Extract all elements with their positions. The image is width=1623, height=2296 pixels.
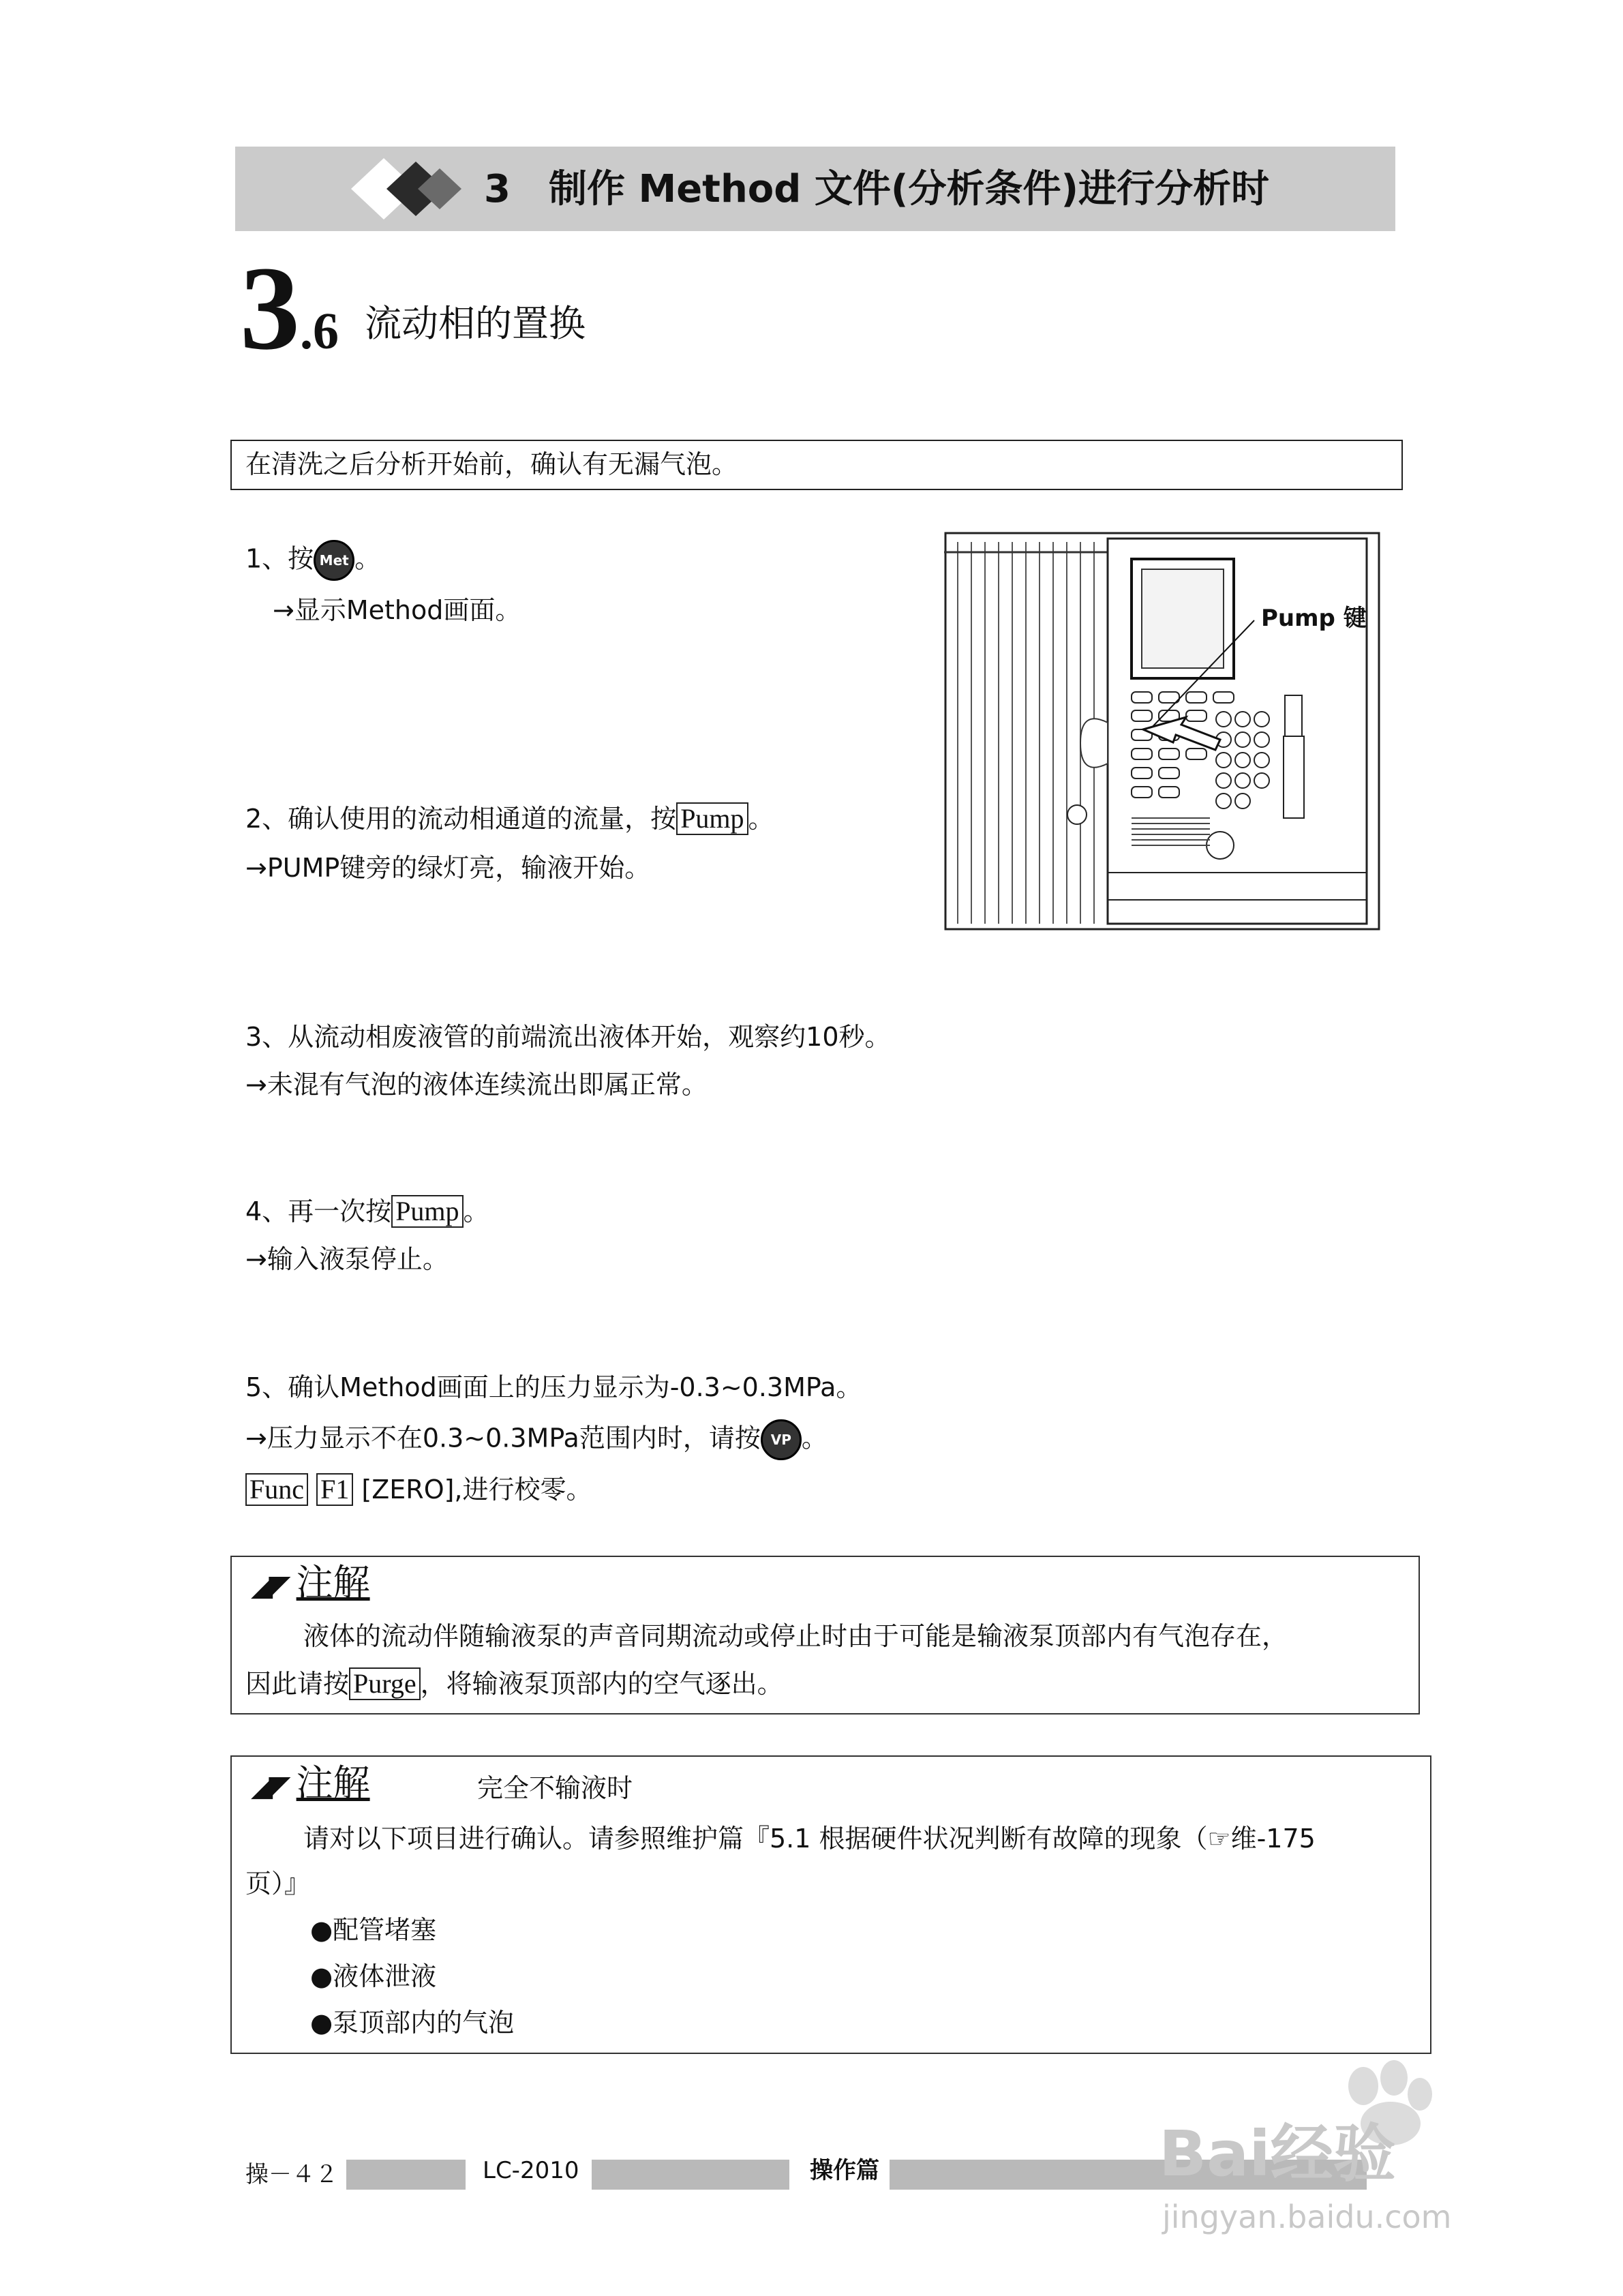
vp-key-icon: VP [761,1419,802,1460]
note-1-line-2: 因此请按 Purge ，将输液泵顶部内的空气逐出。 [245,1668,783,1699]
diamond-arrows-icon [344,151,474,226]
pump-key-callout: Pump 键 [1261,605,1367,632]
watermark-url: jingyan.baidu.com [1162,2199,1452,2235]
step-4-result: →输入液泵停止。 [245,1244,449,1274]
intro-text: 在清洗之后分析开始前，确认有无漏气泡。 [245,449,738,479]
watermark-brand: Bai经验 [1159,2117,1396,2190]
step-2-result: →PUMP键旁的绿灯亮，输液开始。 [245,853,651,883]
instrument-panel-figure [944,532,1380,931]
step-2: 2、确认使用的流动相通道的流量，按 Pump 。 [245,803,774,834]
section-title: 流动相的置换 [365,302,586,345]
note-1-title: ◢◤ 注解 [251,1562,370,1606]
footer-bar [592,2160,789,2190]
met-key-icon: Met [314,540,354,581]
footer-page-number: 操－４２ [245,2161,338,2188]
footer-bar [346,2160,466,2190]
section-number: 3.6 [240,242,339,375]
step-1-result: →显示Method画面。 [273,595,521,625]
note-2-subtitle: 完全不输液时 [477,1773,633,1803]
note-2-title: ◢◤ 注解 [251,1763,370,1807]
note-triangle-icon: ◢◤ [251,1569,287,1602]
pump-key: Pump [391,1195,463,1228]
note-2-item: ●液体泄液 [310,1961,437,1991]
note-triangle-icon: ◢◤ [251,1769,287,1802]
note-2-item: ●配管堵塞 [310,1915,437,1945]
purge-key: Purge [349,1667,421,1700]
step-3: 3、从流动相废液管的前端流出液体开始，观察约10秒。 [245,1022,891,1052]
note-2-line-2: 页）』 [245,1869,311,1899]
func-key: Func [245,1473,308,1506]
step-4: 4、再一次按 Pump 。 [245,1196,489,1226]
pump-key: Pump [676,802,748,835]
step-5-zero: Func F1 [ZERO],进行校零。 [245,1472,592,1507]
step-5: 5、确认Method画面上的压力显示为-0.3~0.3MPa。 [245,1372,862,1402]
note-2-item: ●泵顶部内的气泡 [310,2008,515,2038]
step-1: 1、按 Met 。 [245,540,380,581]
footer-model: LC-2010 [483,2157,579,2184]
chapter-title: 3 制作 Method 文件(分析条件)进行分析时 [484,167,1270,211]
note-2-line-1: 请对以下项目进行确认。请参照维护篇『5.1 根据硬件状况判断有故障的现象（☞维-175 [303,1824,1316,1854]
step-3-result: →未混有气泡的液体连续流出即属正常。 [245,1070,708,1100]
footer-part: 操作篇 [810,2157,879,2184]
step-5-result: →压力显示不在0.3~0.3MPa范围内时，请按 VP 。 [245,1419,828,1460]
note-1-line-1: 液体的流动伴随输液泵的声音同期流动或停止时由于可能是输液泵顶部内有气泡存在， [303,1621,1288,1651]
f1-key: F1 [316,1473,353,1506]
